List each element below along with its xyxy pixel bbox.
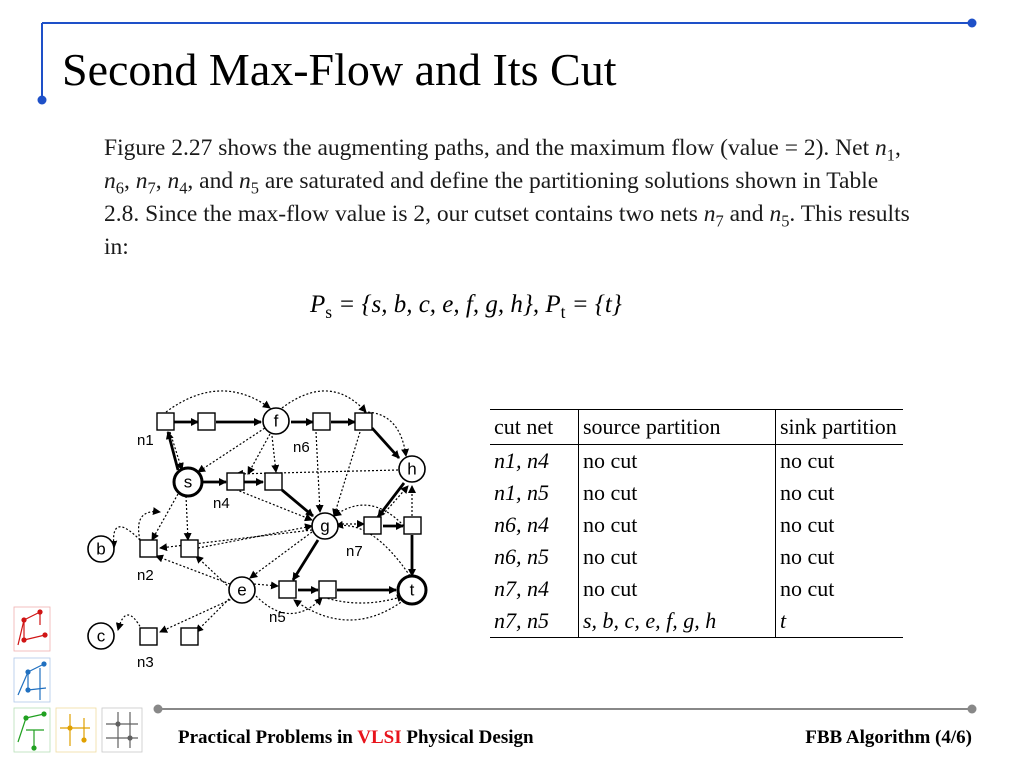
node-label: f (273, 411, 279, 431)
table-row: n7, n5 s, b, c, e, f, g, h t (490, 605, 903, 638)
net-label: n2 (137, 567, 154, 584)
body-paragraph: Figure 2.27 shows the augmenting paths, and the maximum flow (value = 2). Net $n_1$, $n_6$, $n_7$, $n_4$, and $n_5$ are saturated and define the partitioning solutions shown in Table 2.8. Since the max-flow value is 2, our cutset contains two nets $n_7$ and $n_5$. This results in: (104, 135, 910, 260)
net-label: n1 (137, 432, 154, 449)
net-box (181, 540, 198, 557)
net-box (355, 413, 372, 430)
frame-dot-left (38, 96, 47, 105)
node-label: c (96, 626, 106, 646)
slide-title: Second Max-Flow and Its Cut (62, 44, 617, 95)
net-box (404, 517, 421, 534)
net-box (319, 581, 336, 598)
node-label: g (320, 516, 330, 536)
flow-edges (168, 422, 412, 590)
node-label: b (96, 539, 106, 559)
table-row: n1, n5 no cut no cut (490, 477, 903, 509)
table-row: n7, n4 no cut no cut (490, 573, 903, 605)
table-row: n6, n4 no cut no cut (490, 509, 903, 541)
net-box (265, 473, 282, 490)
frame-dot-top-right (968, 19, 977, 28)
net-box (140, 628, 157, 645)
vlsi-highlight: VLSI (357, 727, 402, 748)
partition-table (490, 409, 903, 638)
table-header-row (490, 410, 903, 445)
net-label: n4 (213, 495, 230, 512)
node-label: e (237, 580, 247, 600)
table-header: source partition (579, 410, 776, 445)
net-label: n3 (137, 654, 154, 671)
net-box (227, 473, 244, 490)
node-label: h (407, 459, 417, 479)
footer-course-title: Practical Problems in VLSI Physical Design (178, 727, 534, 748)
net-label: n6 (293, 439, 310, 456)
footer-slide-section: FBB Algorithm (4/6) (805, 727, 972, 748)
net-box (313, 413, 330, 430)
table-row: n1, n4 no cut no cut (490, 445, 903, 478)
net-box (364, 517, 381, 534)
net-box (157, 413, 174, 430)
partition-equation: $P_s = \{s$, b, c, e, f, g, h}, $P_t = \{t\}$ (310, 291, 622, 322)
net-label: n5 (269, 609, 286, 626)
net-box (279, 581, 296, 598)
node-label: s (183, 472, 193, 492)
flow-network-figure (0, 360, 470, 680)
table-header: sink partition (780, 414, 897, 439)
net-box (140, 540, 157, 557)
net-box (181, 628, 198, 645)
table-header: cut net (490, 410, 579, 445)
table-row: n6, n5 no cut no cut (490, 541, 903, 573)
net-label: n7 (346, 543, 363, 560)
net-box (198, 413, 215, 430)
node-label: t (409, 580, 415, 600)
